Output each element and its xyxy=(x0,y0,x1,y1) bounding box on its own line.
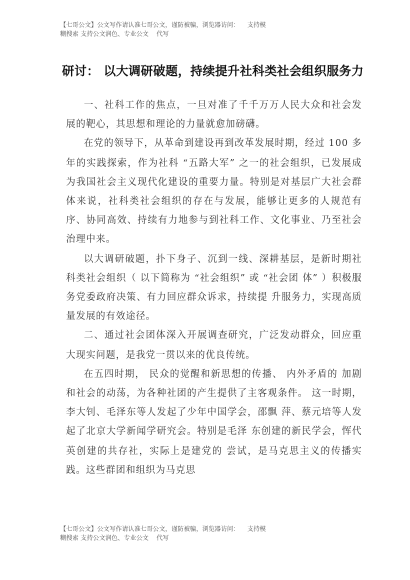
paragraph-3: 以大调研破题，扑下身子、沉到一线、深耕基层，是新时期社科类社会组织（ 以下简称为 “社会组织” 或 “社会团 体” ）积极服务党委政府决策、有力回应群众诉求，持续提 升服务力，实现高质量发展的有效途径。 xyxy=(66,253,362,323)
page-header-note xyxy=(60,21,360,39)
footer-line-2: 糊搜索 支持公文润色、专业公文 代写 xyxy=(60,535,169,542)
paragraph-5: 在五四时期， 民众的觉醒和新思想的传播、 内外矛盾的 加剧和社会的动荡，为各种社团的产生提供了主客观条件。 这一时期，李大钊、毛泽东等人发起了少年中国学会，邵飘 萍、蔡元培等人发起了北京大学新闻学研究会。特别是毛泽 东创建的新民学会，恽代英创建的共存社，实际上是建党的 尝试，是马克思主义的传播实践。这些群团和组织为马克思 xyxy=(66,368,362,476)
paragraph-1: 一、社科工作的焦点，一旦对准了千千万万人民大众和社会发展的靶心，其思想和理论的力量就愈加磅礴。 xyxy=(66,100,362,131)
page-footer-note xyxy=(60,525,360,543)
header-line-2: 糊搜索 支持公文润色、专业公文 代写 xyxy=(60,31,169,38)
document-title: 研讨： 以大调研破题，持续提升社科类社会组织服务力 xyxy=(62,64,364,78)
header-line-1: 【七哥公文】公文写作请认准七哥公文，谨防被骗，浏览器访问： 支持模 xyxy=(60,22,266,29)
footer-line-1: 【七哥公文】公文写作请认准七哥公文，谨防被骗，浏览器访问： 支持模 xyxy=(60,526,266,533)
document-body xyxy=(66,96,362,480)
paragraph-4: 二、通过社会团体深入开展调查研究，广泛发动群众，回应重大现实问题，是我党一贯以来的优良传统。 xyxy=(66,330,362,361)
paragraph-2: 在党的领导下，从革命到建设再到改革发展时期，经过 100 多年的实践探索，作为社科 “五路大军” 之一的社会组织，已发展成为我国社会主义现代化建设的重要力量。特别是对基层广大社会群体来说，社科类社会组织的存在与发展，能够让更多的人规范有序、协同高效、持续有力地参与到社科工作、文化事业、乃至社会治理中来。 xyxy=(66,138,362,246)
